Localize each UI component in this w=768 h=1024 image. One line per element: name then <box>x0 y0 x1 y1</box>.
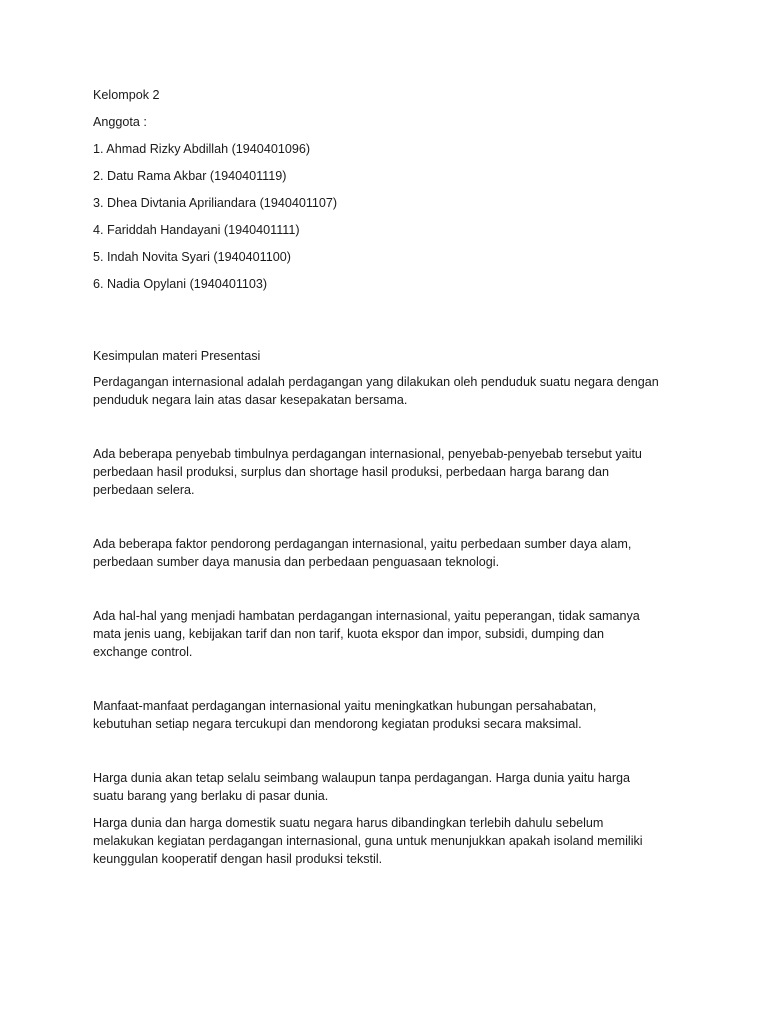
member-item: 2. Datu Rama Akbar (1940401119) <box>93 169 287 183</box>
summary-paragraph-6 <box>93 769 683 805</box>
member-item: 1. Ahmad Rizky Abdillah (1940401096) <box>93 142 311 156</box>
summary-paragraph-4 <box>93 607 683 661</box>
members-label: Anggota : <box>93 115 147 129</box>
group-title: Kelompok 2 <box>93 88 160 102</box>
paragraph-line: mata jenis uang, kebijakan tarif dan non tarif, kuota ekspor dan impor, subsidi, dumping dan <box>93 627 605 641</box>
summary-paragraph-7 <box>93 814 683 868</box>
paragraph-line: Harga dunia dan harga domestik suatu negara harus dibandingkan terlebih dahulu sebelum <box>93 816 604 830</box>
summary-paragraph-5 <box>93 697 683 733</box>
paragraph-line: Ada hal-hal yang menjadi hambatan perdagangan internasional, yaitu peperangan, tidak samanya <box>93 609 640 623</box>
member-item: 5. Indah Novita Syari (1940401100) <box>93 250 291 264</box>
paragraph-line: Ada beberapa faktor pendorong perdagangan internasional, yaitu perbedaan sumber daya alam, <box>93 537 632 551</box>
member-list <box>93 140 683 293</box>
summary-title: Kesimpulan materi Presentasi <box>93 349 261 363</box>
paragraph-line: suatu barang yang berlaku di pasar dunia. <box>93 789 329 803</box>
document-body <box>93 86 683 868</box>
summary-paragraph-2 <box>93 445 683 499</box>
summary-paragraph-3 <box>93 535 683 571</box>
paragraph-line: melakukan kegiatan perdagangan internasional, guna untuk menunjukkan apakah isoland memiliki <box>93 834 643 848</box>
paragraph-line: keunggulan kooperatif dengan hasil produksi tekstil. <box>93 852 383 866</box>
paragraph-line: Ada beberapa penyebab timbulnya perdagangan internasional, penyebab-penyebab tersebut yaitu <box>93 447 642 461</box>
paragraph-line: Perdagangan internasional adalah perdagangan yang dilakukan oleh penduduk suatu negara dengan <box>93 375 659 389</box>
summary-paragraph-1 <box>93 373 683 409</box>
paragraph-line: penduduk negara lain atas dasar kesepakatan bersama. <box>93 393 408 407</box>
paragraph-line: Manfaat-manfaat perdagangan internasional yaitu meningkatkan hubungan persahabatan, <box>93 699 597 713</box>
member-item: 4. Fariddah Handayani (1940401111) <box>93 223 300 237</box>
member-item: 3. Dhea Divtania Apriliandara (1940401107) <box>93 196 338 210</box>
paragraph-line: perbedaan hasil produksi, surplus dan shortage hasil produksi, perbedaan harga barang dan <box>93 465 609 479</box>
paragraph-line: Harga dunia akan tetap selalu seimbang walaupun tanpa perdagangan. Harga dunia yaitu harga <box>93 771 631 785</box>
paragraph-line: perbedaan sumber daya manusia dan perbedaan penguasaan teknologi. <box>93 555 500 569</box>
paragraph-line: kebutuhan setiap negara tercukupi dan mendorong kegiatan produksi secara maksimal. <box>93 717 582 731</box>
paragraph-line: exchange control. <box>93 645 193 659</box>
member-item: 6. Nadia Opylani (1940401103) <box>93 277 268 291</box>
paragraph-line: perbedaan selera. <box>93 483 195 497</box>
